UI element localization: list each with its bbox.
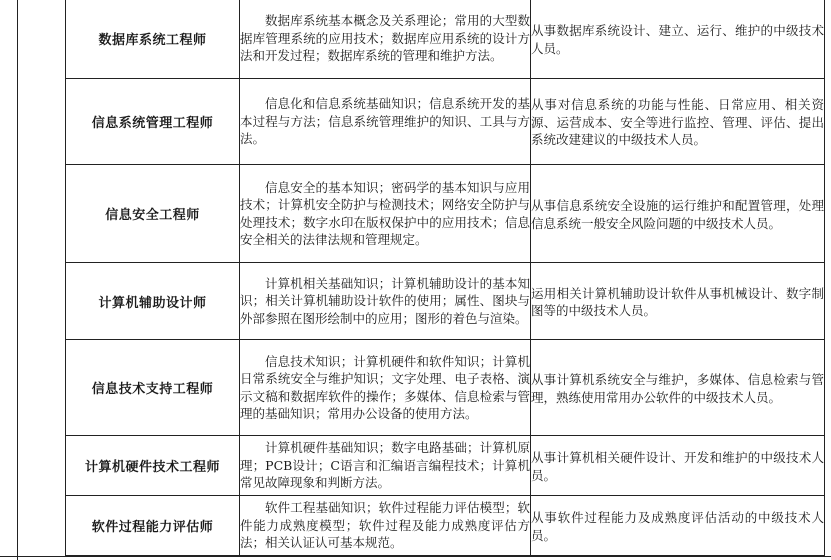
- table-row: [66, 79, 825, 165]
- table-row: [66, 436, 825, 496]
- exam-content: 信息安全的基本知识；密码学的基本知识与应用技术；计算机安全防护与检测技术；网络安全防护与处理技术；数字水印在版权保护中的应用技术；信息安全相关的法律法规和管理规定。: [240, 165, 531, 263]
- table-row: [66, 0, 825, 79]
- job-description-text: 从事信息系统安全设施的运行维护和配置管理，处理信息系统一般安全风险问题的中级技术人员。: [531, 198, 824, 231]
- exam-content: 数据库系统基本概念及关系理论；常用的大型数据库管理系统的应用技术；数据库应用系统的设计方法和开发过程；数据库系统的管理和维护方法。: [240, 0, 531, 79]
- job-description: [531, 165, 825, 263]
- job-description-text: 从事计算机相关硬件设计、开发和维护的中级技术人员。: [531, 450, 824, 483]
- table-row: [66, 340, 825, 436]
- job-description: [531, 263, 825, 340]
- job-description: [531, 79, 825, 165]
- exam-content: 信息技术知识；计算机硬件和软件知识；计算机日常系统安全与维护知识；文字处理、电子表格、演示文稿和数据库软件的操作；多媒体、信息检索与管理的基础知识；常用办公设备的使用方法。: [240, 340, 531, 436]
- subject-name: 信息技术支持工程师: [66, 340, 240, 436]
- job-description-text: 从事软件过程能力及成熟度评估活动的中级技术人员。: [531, 510, 824, 543]
- subject-name: 软件过程能力评估师: [66, 496, 240, 556]
- job-description-text: 从事计算机系统安全与维护，多媒体、信息检索与管理，熟练使用常用办公软件的中级技术人员。: [531, 372, 824, 405]
- table-row: [66, 496, 825, 556]
- job-description: [531, 0, 825, 79]
- subject-name: 计算机硬件技术工程师: [66, 436, 240, 496]
- job-description: [531, 496, 825, 556]
- subject-name: 数据库系统工程师: [66, 0, 240, 79]
- job-description-text: 运用相关计算机辅助设计软件从事机械设计、数字制图等的中级技术人员。: [531, 285, 824, 318]
- table-row: [66, 165, 825, 263]
- job-description-text: 从事数据库系统设计、建立、运行、维护的中级技术人员。: [531, 23, 824, 56]
- job-description: [531, 340, 825, 436]
- exam-content: 信息化和信息系统基础知识；信息系统开发的基本过程与方法；信息系统管理维护的知识、工具与方法。: [240, 79, 531, 165]
- job-description: [531, 436, 825, 496]
- subject-name: 信息系统管理工程师: [66, 79, 240, 165]
- job-description-text: 从事对信息系统的功能与性能、日常应用、相关资源、运营成本、安全等进行监控、管理、评估、提出系统改建建议的中级技术人员。: [531, 97, 824, 148]
- exam-content: 软件工程基础知识；软件过程能力评估模型；软件能力成熟度模型；软件过程及能力成熟度评估方法；相关认证认可基本规范。: [240, 496, 531, 556]
- subject-name: 计算机辅助设计师: [66, 263, 240, 340]
- exam-subject-table: [65, 0, 825, 556]
- exam-content: 计算机硬件基础知识；数字电路基础；计算机原理；PCB设计；C语言和汇编语言编程技术；计算机常见故障现象和判断方法。: [240, 436, 531, 496]
- table-row: [66, 263, 825, 340]
- bottom-border: [0, 556, 831, 557]
- subject-name: 信息安全工程师: [66, 165, 240, 263]
- exam-content: 计算机相关基础知识；计算机辅助设计的基本知识；相关计算机辅助设计软件的使用；属性、图块与外部参照在图形绘制中的应用；图形的着色与渲染。: [240, 263, 531, 340]
- left-column-border: [0, 0, 18, 560]
